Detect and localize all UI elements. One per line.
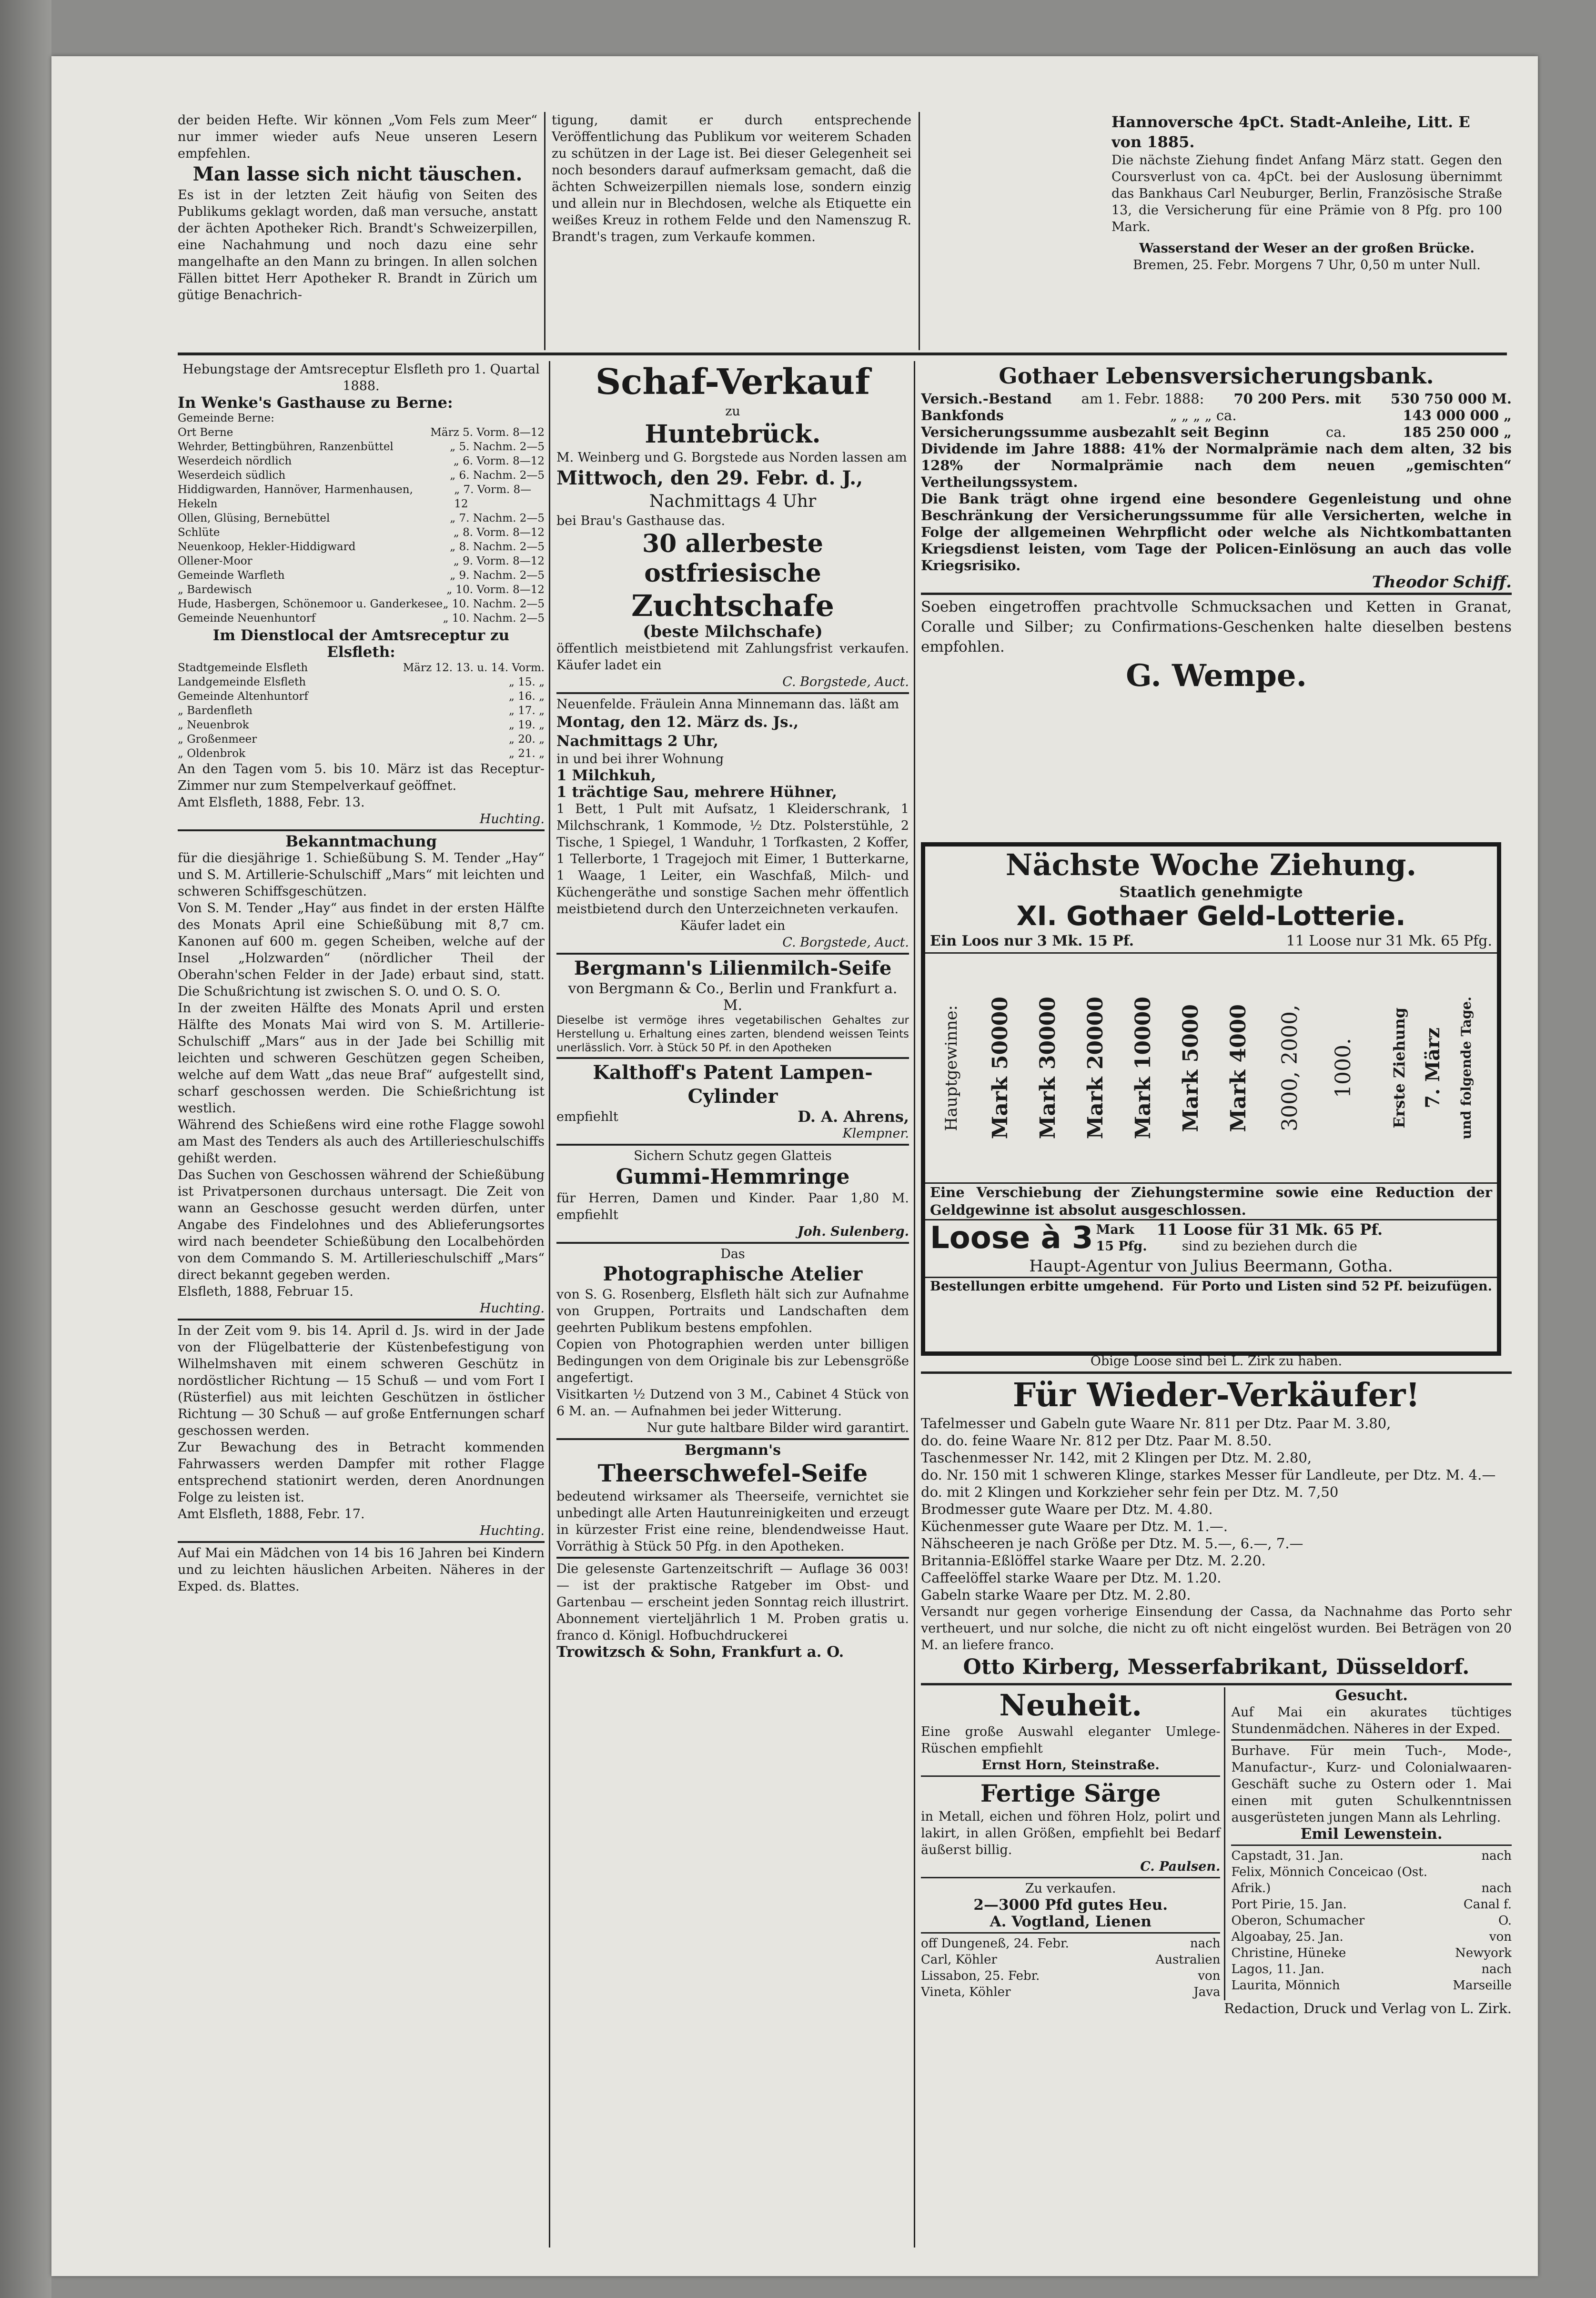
text-block: Das Suchen von Geschossen während der Schießübung ist Privatpersonen durchaus untersagt. Die Zeit von wann an Geschosse gesucht werden dürfen, unter Angabe des Findelohnes und des Ablieferungsortes wird nach beendeter Schießübung den Localbehörden von dem Commando S. M. Artillerieschulschiff „Mars“ direct bekannt gegeben werden. xyxy=(178,1168,545,1282)
ad-title: Gothaer Lebensversicherungsbank. xyxy=(999,363,1434,389)
list-item: Port Pirie, 15. Jan. xyxy=(1231,1897,1347,1912)
list-item: Brodmesser gute Waare per Dtz. M. 4.80. xyxy=(921,1501,1213,1517)
row-label: Gemeinde Warfleth xyxy=(178,569,285,582)
list-item: nach xyxy=(1481,1962,1512,1976)
list-item: do. do. feine Waare Nr. 812 per Dtz. Paar M. 8.50. xyxy=(921,1432,1272,1449)
table-row xyxy=(178,661,545,675)
row-label: „ Bardewisch xyxy=(178,584,252,596)
book-spine xyxy=(0,0,51,2298)
table-row xyxy=(178,689,545,704)
text-block: Dieselbe ist vermöge ihres vegetabilischen Gehaltes zur Herstellung u. Erhaltung eines zarten, blendend weissen Teints unerlässlich. Vorr. à Stück 50 Pf. in den Apotheken xyxy=(556,1014,909,1054)
ad-title: Theerschwefel-Seife xyxy=(597,1459,868,1487)
text-block: Das xyxy=(720,1247,745,1261)
footer: Redaction, Druck und Verlag von L. Zirk. xyxy=(1224,2000,1512,2016)
list-item: nach xyxy=(1481,1881,1512,1895)
text-block: Während des Schießens wird eine rothe Flagge sowohl am Mast des Tenders als auch des Artillerieschulschiffs gehißt werden. xyxy=(178,1118,545,1166)
text-block: 1 Milchkuh, xyxy=(556,767,656,784)
table-row xyxy=(178,525,545,540)
list-item: Capstadt, 31. Jan. xyxy=(1231,1849,1343,1863)
text-block: ca. xyxy=(1325,424,1346,440)
text-block: Ein Loos nur 3 Mk. 15 Pf. xyxy=(930,933,1134,949)
list-item: do. mit 2 Klingen und Korkzieher sehr fein per Dtz. M. 7,50 xyxy=(921,1484,1339,1500)
heading: In Wenke's Gasthause zu Berne: xyxy=(178,393,453,412)
row-label: Stadtgemeinde Elsfleth xyxy=(178,662,308,674)
heading: Man lasse sich nicht täuschen. xyxy=(192,163,523,185)
text-block: Es ist in der letzten Zeit häufig von Seiten des Publikums geklagt worden, daß man versuche, anstatt der ächten Apotheker Rich. Brandt's Schweizerpillen, eine Nachahmung und noch dazu eine sehr mangelhafte an den Mann zu bringen. In allen solchen Fällen bittet Herr Apotheker R. Brandt in Zürich um gütige Benachrich- xyxy=(178,188,537,302)
list-item: Marseille xyxy=(1453,1978,1512,1993)
text-block: Dividende im Jahre 1888: 41% der Normalprämie nach dem alten, 32 bis 128% der Normalprämie nach dem neuen „gemischten“ Vertheilungssystem. xyxy=(921,441,1512,490)
list-item: Laurita, Mönnich xyxy=(1231,1978,1340,1993)
row-label: „ Bardenfleth xyxy=(178,705,253,717)
top-col-2 xyxy=(552,112,911,350)
text-block: 15 Pfg. xyxy=(1096,1239,1147,1254)
list-item xyxy=(1452,1864,1512,1880)
text-block: 2—3000 Pfd gutes Heu. xyxy=(973,1896,1168,1914)
text-block: 530 750 000 M. xyxy=(1390,391,1512,407)
text-block: Zur Bewachung des in Betracht kommenden Fahrwassers werden Dampfer mit rother Flagge entsprechend stationirt werden, deren Anordnungen Folge zu leisten ist. xyxy=(178,1440,545,1505)
row-label: Schlüte xyxy=(178,526,220,539)
text-block: 1 Bett, 1 Pult mit Aufsatz, 1 Kleiderschrank, 1 Milchschrank, 1 Kommode, ½ Dtz. Polsterstühle, 2 Tische, 1 Spiegel, 1 Wanduhr, 1 Torfkasten, 2 Koffer, 1 Tellerborte, 1 Tragejoch mit Eimer, 1 Butterkarne, 1 Waage, 1 Leiter, ein Waschfaß, Milch- und Küchengeräthe und sonstige Sachen mehr öffentlich meistbietend durch den Unterzeichneten verkaufen. xyxy=(556,802,909,917)
lottery-box xyxy=(921,842,1501,1356)
text-block: 11 Loose nur 31 Mk. 65 Pfg. xyxy=(1286,933,1492,949)
ad-title: G. Wempe. xyxy=(1126,658,1307,694)
signature: D. A. Ahrens, xyxy=(798,1108,909,1126)
row-value: „ 8. Vorm. 8—12 xyxy=(453,526,545,539)
text-block: Copien von Photographien werden unter billigen Bedingungen von dem Originale bis zur Lebensgröße angefertigt. xyxy=(556,1337,909,1385)
text-block: Versandt nur gegen vorherige Einsendung der Cassa, da Nachnahme das Porto sehr vertheuert, und nur solche, die nicht zu oft nicht eingelöst wurden. Bei Beträgen von 20 M. an liefere franco. xyxy=(921,1604,1512,1653)
text-block: Bremen, 25. Febr. Morgens 7 Uhr, 0,50 m unter Null. xyxy=(1133,258,1481,272)
table-row xyxy=(178,454,545,468)
row-label: Ort Berne xyxy=(178,426,233,439)
text-block: von S. G. Rosenberg, Elsfleth hält sich zur Aufnahme von Gruppen, Portraits und Landschaften dem geehrten Publikum bestens empfohlen. xyxy=(556,1287,909,1335)
list-item: von xyxy=(1489,1930,1512,1944)
row-value: „ 5. Nachm. 2—5 xyxy=(450,441,545,453)
row-value: „ 15. „ xyxy=(508,676,545,688)
text-block: für die diesjährige 1. Schießübung S. M. Tender „Hay“ und S. M. Artillerie-Schulschiff „Mars“ mit leichten und schweren Schiffsgeschützen. xyxy=(178,851,545,899)
ad-title: Schaf-Verkauf xyxy=(595,362,870,403)
date-line: Montag, den 12. März ds. Js., Nachmittags 2 Uhr, xyxy=(556,714,799,750)
text-block: Erste Ziehung xyxy=(1390,1008,1408,1129)
text-block: Burhave. Für mein Tuch-, Mode-, Manufactur-, Kurz- und Colonialwaaren-Geschäft suche zu Ostern oder 1. Mai einen mit guten Schulkenntnissen ausgerüsteten jungen Mann als Lehrling. xyxy=(1231,1744,1512,1825)
row-value: „ 10. Vorm. 8—12 xyxy=(446,584,545,596)
text-block: in Metall, eichen und föhren Holz, polirt und lakirt, in allen Größen, empfiehlt bei Bedarf äußerst billig. xyxy=(921,1809,1221,1857)
list-item: Australien xyxy=(1155,1953,1221,1967)
text-block: M. Weinberg und G. Borgstede aus Norden lassen am xyxy=(556,450,907,465)
text-block: Für Porto und Listen sind 52 Pf. beizufügen. xyxy=(1172,1279,1492,1294)
ad-title: Kalthoff's Patent Lampen-Cylinder xyxy=(593,1061,873,1108)
row-value: „ 8. Nachm. 2—5 xyxy=(450,541,545,553)
date-line: Amt Elsfleth, 1888, Febr. 17. xyxy=(178,1507,365,1522)
signature: C. Borgstede, Auct. xyxy=(782,675,909,689)
table-row xyxy=(178,718,545,732)
heading: Hannoversche 4pCt. Stadt-Anleihe, Litt. E von 1885. xyxy=(1111,113,1470,151)
row-value: März 5. Vorm. 8—12 xyxy=(430,426,545,439)
list-item: nach xyxy=(1190,1936,1221,1951)
heading: Bekanntmachung xyxy=(285,832,437,850)
ad-title: Gummi-Hemmringe xyxy=(616,1165,850,1189)
label: Gemeinde Berne: xyxy=(178,412,274,424)
prize-value: Mark 20000 xyxy=(1083,997,1108,1139)
row-label: Gemeinde Neuenhuntorf xyxy=(178,612,316,625)
text-block: Soeben eingetroffen prachtvolle Schmucksachen und Ketten in Granat, Coralle und Silber; zu Confirmations-Geschenken halte dieselben bestens empfohlen. xyxy=(921,598,1512,655)
table-row xyxy=(178,732,545,746)
text-block: An den Tagen vom 5. bis 10. März ist das Receptur-Zimmer nur zum Stempelverkauf geöffnet. xyxy=(178,762,545,793)
ad-title: Otto Kirberg, Messerfabrikant, Düsseldorf. xyxy=(963,1655,1470,1679)
row-label: Ollen, Glüsing, Bernebüttel xyxy=(178,512,330,524)
row-label: Landgemeinde Elsfleth xyxy=(178,676,306,688)
text-block: tigung, damit er durch entsprechende Veröffentlichung das Publikum vor weiterem Schaden zu schützen in der Lage ist. Bei dieser Gelegenheit sei noch besonders darauf aufmerksam gemacht, daß die ächten Schweizerpillen niemals lose, sondern einzig und allein nur in Blechdosen, welche als Etiquette ein weißes Kreuz in rothem Felde und den Namenszug R. Brandt's tragen, zum Verkaufe kommen. xyxy=(552,113,911,244)
text-block: Klempner. xyxy=(842,1126,909,1141)
text-block: Bergmann's xyxy=(684,1442,781,1459)
row-value: „ 17. „ xyxy=(508,705,545,717)
signature: Emil Lewenstein. xyxy=(1300,1825,1443,1843)
list-item: Küchenmesser gute Waare per Dtz. M. 1.—. xyxy=(921,1518,1228,1534)
row-label: Hiddigwarden, Hannöver, Harmenhausen, Hekeln xyxy=(178,484,413,510)
table-row xyxy=(178,704,545,718)
text-block: Neuenfelde. Fräulein Anna Minnemann das. läßt am xyxy=(556,697,899,712)
list-item: Lagos, 11. Jan. xyxy=(1231,1962,1324,1976)
text-block: öffentlich meistbietend mit Zahlungsfrist verkaufen. Käufer ladet ein xyxy=(556,641,909,673)
ad-title: Zuchtschafe xyxy=(631,588,834,623)
list-item: off Dungeneß, 24. Febr. xyxy=(921,1936,1069,1951)
table-row xyxy=(178,675,545,689)
text-block: und folgende Tage. xyxy=(1458,997,1474,1139)
row-label: Wehrder, Bettingbühren, Ranzenbüttel xyxy=(178,441,394,453)
signature: Joh. Sulenberg. xyxy=(798,1224,909,1239)
list-item: Java xyxy=(1193,1985,1221,1999)
text-block: 7. März xyxy=(1421,1028,1444,1109)
text-block: für Herren, Damen und Kinder. Paar 1,80 M. empfiehlt xyxy=(556,1191,909,1222)
list-item: Britannia-Eßlöffel starke Waare per Dtz. M. 2.20. xyxy=(921,1552,1266,1569)
text-block: In der Zeit vom 9. bis 14. April d. Js. wird in der Jade von der Flügelbatterie der Küstenbefestigung von Wilhelmshaven mit einem schweren Geschütz in nordöstlicher Richtung — 15 Schuß — und vom Fort I (Rüsterfiel) aus mit leichten Geschützen in östlicher Richtung — 30 Schuß — auf große Entfernungen scharf geschossen werden. xyxy=(178,1323,545,1438)
text-block: Obige Loose sind bei L. Zirk zu haben. xyxy=(1090,1354,1343,1369)
right-column xyxy=(921,361,1512,2262)
table-row xyxy=(178,440,545,454)
signature: C. Borgstede, Auct. xyxy=(782,935,909,950)
list-item: Caffeelöffel starke Waare per Dtz. M. 1.20. xyxy=(921,1570,1222,1586)
heading: Gesucht. xyxy=(1335,1687,1408,1704)
signature: Huchting. xyxy=(479,1301,545,1316)
left-column xyxy=(178,361,545,2262)
row-value: „ 6. Nachm. 2—5 xyxy=(450,469,545,482)
ad-title: Neuheit. xyxy=(999,1688,1142,1723)
text-block: 11 Loose für 31 Mk. 65 Pf. xyxy=(1156,1220,1383,1239)
prize-table xyxy=(925,952,1497,1184)
table-row xyxy=(178,611,545,625)
newspaper-page xyxy=(51,56,1538,2276)
text-block: Die Bank trägt ohne irgend eine besondere Gegenleistung und ohne Beschränkung der Versicherungssumme für alle Versicherten, welche in Folge der allgemeinen Wehrpflicht oder welche als Nichtkombattanten Kriegsdienst leisten, vom Tage der Policen-Einlösung an auch das volle Kriegsrisiko. xyxy=(921,491,1512,574)
text-block: Eine große Auswahl eleganter Umlege-Rüschen empfiehlt xyxy=(921,1724,1221,1756)
prize-value: Mark 5000 xyxy=(1179,1004,1203,1132)
list-item: Algoabay, 25. Jan. xyxy=(1231,1930,1343,1944)
row-value: März 12. 13. u. 14. Vorm. xyxy=(403,662,545,674)
ad-title: Fertige Särge xyxy=(980,1779,1161,1807)
text-block: 70 200 Pers. mit xyxy=(1233,391,1361,407)
table-row xyxy=(178,425,545,440)
date-line: Amt Elsfleth, 1888, Febr. 13. xyxy=(178,795,365,810)
text-block: zu xyxy=(725,404,740,419)
text-block: „ „ „ „ ca. xyxy=(1170,407,1237,423)
text-block: Mark xyxy=(1096,1222,1134,1237)
row-value: „ 7. Nachm. 2—5 xyxy=(450,512,545,524)
text-block: Nur gute haltbare Bilder wird garantirt. xyxy=(646,1421,909,1435)
text-block: Versicherungssumme ausbezahlt seit Beginn xyxy=(921,424,1269,440)
signature: Trowitzsch & Sohn, Frankfurt a. O. xyxy=(556,1643,844,1661)
table-row xyxy=(178,468,545,483)
prize-value: Mark 50000 xyxy=(988,997,1012,1139)
row-value: „ 6. Vorm. 8—12 xyxy=(453,455,545,467)
text-block: Staatlich genehmigte xyxy=(1119,883,1303,901)
text-block: 1 trächtige Sau, mehrere Hühner, xyxy=(556,784,837,801)
row-value: „ 10. Nachm. 2—5 xyxy=(443,612,545,625)
date-line: Elsfleth, 1888, Februar 15. xyxy=(178,1284,354,1299)
signature: A. Vogtland, Lienen xyxy=(990,1913,1152,1930)
ad-title: Photographische Atelier xyxy=(603,1263,863,1285)
ad-title: Bergmann's Lilienmilch-Seife xyxy=(574,957,892,979)
prize-value: 3000, 2000, xyxy=(1277,1005,1302,1131)
date-line: Mittwoch, den 29. Febr. d. J., xyxy=(556,467,863,489)
table-row xyxy=(178,597,545,611)
row-value: „ 9. Vorm. 8—12 xyxy=(453,555,545,567)
row-value: „ 10. Nachm. 2—5 xyxy=(443,598,545,610)
list-item: Christine, Hüneke xyxy=(1231,1946,1346,1960)
text-block: Die gelesenste Gartenzeitschrift — Auflage 36 003! — ist der praktische Ratgeber im Obst- und Gartenbau — erscheint jeden Sonntag reich illustrirt. Abonnement vierteljährlich 1 M. Proben gratis u. franco d. Königl. Hofbuchdruckerei xyxy=(556,1562,909,1643)
text-block: empfiehlt xyxy=(556,1109,618,1124)
row-value: „ 21. „ xyxy=(508,747,545,760)
text-block: Loose à 3 xyxy=(930,1220,1093,1256)
row-value: „ 7. Vorm. 8—12 xyxy=(454,484,532,510)
top-col-3 xyxy=(1111,112,1502,350)
prize-value: 1000. xyxy=(1331,1038,1355,1098)
row-label: „ Großenmeer xyxy=(178,733,257,746)
table-row xyxy=(178,511,545,525)
list-item: Canal f. O. xyxy=(1463,1897,1512,1928)
row-value: „ 16. „ xyxy=(508,690,545,703)
row-label: Weserdeich südlich xyxy=(178,469,286,482)
heading: Zu verkaufen. xyxy=(1025,1881,1116,1896)
text-block: Bankfonds xyxy=(921,407,1004,423)
text-block: Sichern Schutz gegen Glatteis xyxy=(634,1149,832,1163)
prize-value: Mark 10000 xyxy=(1131,997,1155,1139)
row-label: Ollener-Moor xyxy=(178,555,253,567)
ad-title: Für Wieder-Verkäufer! xyxy=(1012,1376,1420,1414)
text-block: (beste Milchschafe) xyxy=(643,622,823,641)
text-block: Hauptgewinne: xyxy=(942,1005,961,1131)
text-block: Die nächste Ziehung findet Anfang März statt. Gegen den Coursverlust von ca. 4pCt. bei der Auslosung übernimmt das Bankhaus Carl Neuburger, Berlin, Französische Straße 13, die Versicherung für eine Prämie von 8 Pfg. pro 100 Mark. xyxy=(1111,153,1502,234)
text-block: Haupt-Agentur von Julius Beermann, Gotha. xyxy=(1029,1257,1393,1276)
prize-value: Mark 4000 xyxy=(1226,1004,1251,1132)
ad-title: XI. Gothaer Geld-Lotterie. xyxy=(1016,901,1406,932)
table-row xyxy=(178,554,545,568)
heading: Wasserstand der Weser an der großen Brücke. xyxy=(1139,241,1475,256)
list-item: Felix, Mönnich Conceicao (Ost. Afrik.) xyxy=(1231,1865,1427,1895)
row-label: Hude, Hasbergen, Schönemoor u. Ganderkesee xyxy=(178,598,443,610)
text-block: sind zu beziehen durch die xyxy=(1182,1239,1357,1254)
list-item: von xyxy=(1198,1969,1221,1983)
text-block: in und bei ihrer Wohnung xyxy=(556,752,724,766)
text-block: bei Brau's Gasthause das. xyxy=(556,514,726,528)
list-item: Vineta, Köhler xyxy=(921,1985,1011,1999)
ad-title: Huntebrück. xyxy=(645,420,821,449)
signature: Ernst Horn, Steinstraße. xyxy=(981,1758,1160,1773)
table-row xyxy=(178,583,545,597)
ad-title: 30 allerbeste ostfriesische xyxy=(642,529,823,588)
signature: Huchting. xyxy=(479,1523,545,1538)
list-item: Carl, Köhler xyxy=(921,1953,997,1967)
list-item: Newyork xyxy=(1455,1946,1512,1960)
row-value: „ 20. „ xyxy=(508,733,545,746)
list-item: Lissabon, 25. Febr. xyxy=(921,1969,1040,1983)
text-block: Bestellungen erbitte umgehend. xyxy=(930,1279,1164,1294)
text-block: am 1. Febr. 1888: xyxy=(1081,391,1204,407)
list-item: nach xyxy=(1481,1849,1512,1863)
ad-title: Nächste Woche Ziehung. xyxy=(1005,847,1417,882)
list-item: Tafelmesser und Gabeln gute Waare Nr. 811 per Dtz. Paar M. 3.80, xyxy=(921,1415,1391,1431)
row-label: „ Neuenbrok xyxy=(178,719,249,731)
text-block: 143 000 000 „ xyxy=(1403,407,1512,423)
row-value: „ 9. Nachm. 2—5 xyxy=(450,569,545,582)
text-block: In der zweiten Hälfte des Monats April und ersten Hälfte des Monats Mai wird von S. M. Artillerie-Schulschiff „Mars“ aus in der Jade bei Schillig mit leichten und schweren Geschützen gegen Scheiben, welche auf dem Watt „das neue Braf“ aufgestellt sind, scharf geschossen werden. Die Schießrichtung ist westlich. xyxy=(178,1001,545,1116)
row-label: Neuenkoop, Hekler-Hiddigward xyxy=(178,541,356,553)
row-label: Weserdeich nördlich xyxy=(178,455,292,467)
signature: C. Paulsen. xyxy=(1140,1859,1221,1874)
table-row xyxy=(178,540,545,554)
text-block: Visitkarten ½ Dutzend von 3 M., Cabinet 4 Stück von 6 M. an. — Aufnahmen bei jeder Witterung. xyxy=(556,1387,909,1419)
list-item: Oberon, Schumacher xyxy=(1231,1914,1365,1928)
top-col-1 xyxy=(178,112,537,350)
signature: Huchting. xyxy=(479,812,545,826)
text-block: bedeutend wirksamer als Theerseife, vernichtet sie unbedingt alle Arten Hautunreinigkeiten und erzeugt in kürzester Frist eine reine, blendendweisse Haut. Vorräthig à Stück 50 Pfg. in den Apotheken. xyxy=(556,1489,909,1554)
heading: Hebungstage der Amtsreceptur Elsfleth pro 1. Quartal 1888. xyxy=(182,362,540,393)
text-block: Von S. M. Tender „Hay“ aus findet in der ersten Hälfte des Monats April eine Schießübung mit 8,7 cm. Kanonen auf 600 m. gegen Scheiben, welche auf der Insel „Holzwarden“ (nördlicher Theil der Oberahn'schen Felder in der Jade) erbaut sind, statt. Die Schußrichtung ist zwischen S. O. und O. S. O. xyxy=(178,901,545,999)
list-item: do. Nr. 150 mit 1 schweren Klinge, starkes Messer für Landleute, per Dtz. M. 4.— xyxy=(921,1467,1496,1483)
table-row xyxy=(178,483,545,511)
text-block: der beiden Hefte. Wir können „Vom Fels zum Meer“ nur immer wieder aufs Neue unseren Lesern empfehlen. xyxy=(178,113,537,161)
text-block: von Bergmann & Co., Berlin und Frankfurt a. M. xyxy=(568,980,898,1014)
middle-column xyxy=(556,361,909,2262)
text-block: 185 250 000 „ xyxy=(1403,424,1512,440)
row-label: „ Oldenbrok xyxy=(178,747,246,760)
row-value: „ 19. „ xyxy=(508,719,545,731)
prize-value: Mark 30000 xyxy=(1036,997,1060,1139)
signature: Theodor Schiff. xyxy=(1372,573,1512,592)
text-block: Käufer ladet ein xyxy=(680,918,786,933)
list-item: Gabeln starke Waare per Dtz. M. 2.80. xyxy=(921,1587,1191,1603)
table-row xyxy=(178,746,545,761)
list-item: Taschenmesser Nr. 142, mit 2 Klingen per Dtz. M. 2.80, xyxy=(921,1450,1312,1466)
heading: Im Dienstlocal der Amtsreceptur zu Elsfleth: xyxy=(212,627,510,661)
list-item: Nähscheeren je nach Größe per Dtz. M. 5.—, 6.—, 7.— xyxy=(921,1535,1303,1552)
text-block: Auf Mai ein akurates tüchtiges Stundenmädchen. Näheres in der Exped. xyxy=(1231,1705,1512,1736)
text-block: Nachmittags 4 Uhr xyxy=(649,492,817,511)
row-label: Gemeinde Altenhuntorf xyxy=(178,690,308,703)
text-block: Auf Mai ein Mädchen von 14 bis 16 Jahren bei Kindern und zu leichten häuslichen Arbeiten. Näheres in der Exped. ds. Blattes. xyxy=(178,1546,545,1594)
text-block: Versich.-Bestand xyxy=(921,391,1052,407)
table-row xyxy=(178,568,545,583)
text-block: Eine Verschiebung der Ziehungstermine sowie eine Reduction der Geldgewinne ist absolut ausgeschlossen. xyxy=(925,1184,1497,1220)
